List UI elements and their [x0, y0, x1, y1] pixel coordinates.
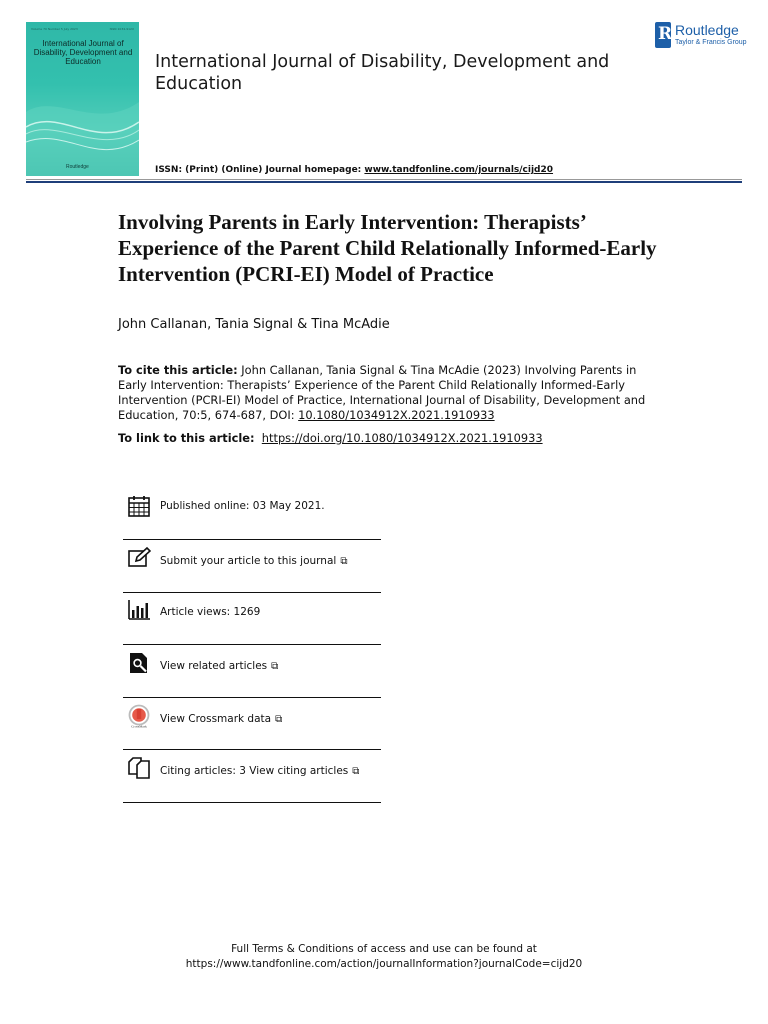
cover-issn: ISSN 1034-912X: [109, 27, 134, 31]
citation-block: [118, 363, 648, 423]
issn-label: ISSN: (Print) (Online) Journal homepage:: [155, 165, 362, 175]
doi-link[interactable]: 10.1080/1034912X.2021.1910933: [298, 408, 495, 422]
row-divider: [123, 539, 381, 540]
published-online-row: [123, 492, 381, 538]
citing-articles-row[interactable]: [123, 756, 381, 802]
article-doi-url[interactable]: https://doi.org/10.1080/1034912X.2021.1910933: [261, 431, 543, 445]
cover-title: International Journal of Disability, Development and Education: [33, 39, 133, 66]
external-link-icon: ⧉: [275, 714, 283, 725]
article-views-text: Article views: 1269: [160, 606, 261, 618]
article-title: Involving Parents in Early Intervention: Therapists’ Experience of the Parent Child Relationally Informed-Early Intervention (PCRI-EI) Model of Practice: [118, 210, 657, 286]
crossmark-icon: [127, 704, 151, 728]
external-link-icon: ⧉: [271, 661, 279, 672]
journal-cover: [26, 22, 139, 176]
row-divider: [123, 644, 381, 645]
article-link-line: [118, 431, 543, 445]
routledge-r-icon: R: [655, 22, 671, 48]
cover-volume: Volume 70 Number 5 July 2023: [31, 27, 78, 31]
footer-terms-text: Full Terms & Conditions of access and use can be found at: [231, 943, 537, 955]
cover-publisher: Routledge: [66, 164, 89, 170]
journal-homepage-link[interactable]: www.tandfonline.com/journals/cijd20: [364, 165, 554, 175]
publisher-name: Routledge: [675, 22, 739, 38]
row-divider: [123, 697, 381, 698]
article-views-row: [123, 598, 381, 644]
crossmark-text: View Crossmark data: [160, 713, 272, 725]
related-articles-text: View related articles: [160, 660, 268, 672]
header-divider: [26, 179, 742, 180]
footer-terms-url[interactable]: https://www.tandfonline.com/action/journalInformation?journalCode=cijd20: [185, 958, 583, 970]
article-authors: John Callanan, Tania Signal & Tina McAdie: [118, 317, 390, 332]
submit-article-link[interactable]: [160, 555, 347, 567]
footer: [0, 942, 768, 972]
external-link-icon: ⧉: [352, 766, 360, 777]
citing-articles-link[interactable]: [160, 765, 359, 777]
submit-article-row[interactable]: [123, 546, 381, 592]
crossmark-row[interactable]: [123, 704, 381, 750]
bar-chart-icon: [127, 598, 151, 622]
external-link-icon: ⧉: [340, 556, 348, 567]
cite-label: To cite this article:: [118, 363, 238, 377]
citing-articles-text: Citing articles: 3 View citing articles: [160, 765, 349, 777]
calendar-icon: [127, 494, 151, 518]
row-divider: [123, 592, 381, 593]
link-label: To link to this article:: [118, 431, 255, 445]
header-divider-accent: [26, 181, 742, 183]
published-online-text: Published online: 03 May 2021.: [160, 500, 325, 512]
journal-title: International Journal of Disability, Development and Education: [155, 52, 610, 94]
edit-icon: [127, 546, 151, 570]
submit-article-text: Submit your article to this journal: [160, 555, 337, 567]
issn-line: [155, 165, 553, 175]
related-articles-link[interactable]: [160, 660, 278, 672]
svg-text:CrossMark: CrossMark: [131, 724, 147, 728]
search-document-icon: [127, 651, 151, 675]
citing-articles-icon: [127, 756, 151, 780]
row-divider: [123, 802, 381, 803]
cover-wave-art: [26, 82, 139, 176]
publisher-subtitle: Taylor & Francis Group: [675, 39, 747, 46]
cite-text: John Callanan, Tania Signal & Tina McAdie (2023) Involving Parents in Early Intervention: Therapists’ Experience of the Parent Child Relationally Informed-Early Intervention (PCRI-EI) Model of Practice, International Journal of Disability, Development and Education, 70:5, 674-687, DOI:: [118, 363, 646, 422]
row-divider: [123, 749, 381, 750]
related-articles-row[interactable]: [123, 651, 381, 697]
crossmark-link[interactable]: [160, 713, 282, 725]
routledge-logo: [655, 22, 750, 50]
